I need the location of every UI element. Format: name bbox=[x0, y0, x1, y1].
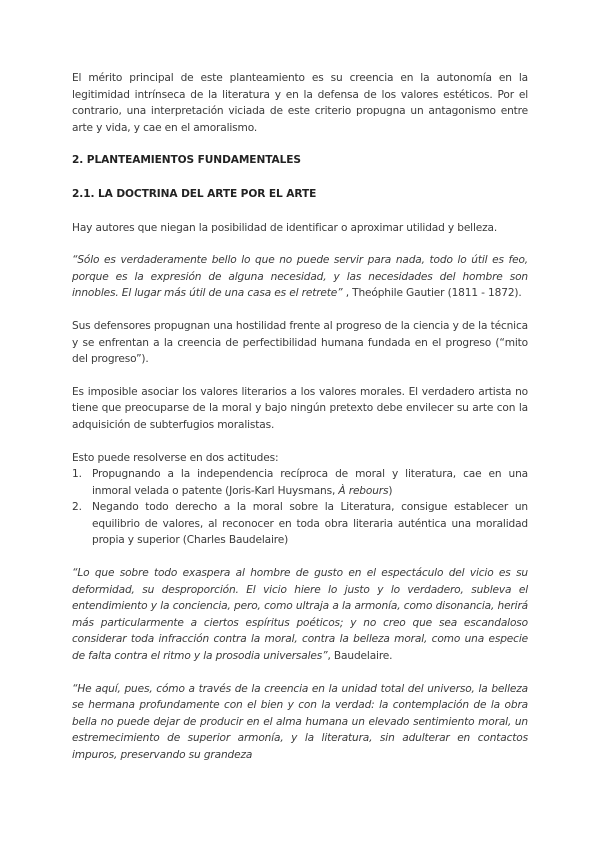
list-item-text: Negando todo derecho a la moral sobre la Literatura, consigue establecer un equilibrio de valores, al reconocer en toda obra literaria auténtica una moralidad propia y superior (Charles Baudelaire) bbox=[92, 501, 528, 547]
quote-gautier-text: “Sólo es verdaderamente bello lo que no puede servir para nada, todo lo útil es feo, porque es la expresión de alguna necesidad, y las necesidades del hombre son innobles. El lugar más útil de una casa es el retrete” bbox=[72, 254, 528, 300]
list-item bbox=[72, 499, 528, 549]
quote-baudelaire-author: , Baudelaire. bbox=[327, 650, 393, 663]
document-page bbox=[72, 70, 528, 780]
list-item-number: 2. bbox=[72, 501, 82, 514]
paragraph-progress: Sus defensores propugnan una hostilidad frente al progreso de la ciencia y de la técnica y se enfrentan a la creencia de perfectibilidad humana fundada en el progreso (“mito del progreso”). bbox=[72, 319, 528, 366]
section-heading: 2. PLANTEAMIENTOS FUNDAMENTALES bbox=[72, 154, 301, 167]
quote-unity: “He aquí, pues, cómo a través de la creencia en la unidad total del universo, la belleza se hermana profundamente con el bien y con la verdad: la contemplación de la obra bella no puede dejar de producir en el alma humana un elevado sentimiento moral, un estremecimiento de superior armonía, y la literatura, sin adulterar en contactos impuros, preservando su grandeza bbox=[72, 682, 528, 761]
list-item-text: Propugnando a la independencia recíproca de moral y literatura, cae en una inmoral velada o patente (Joris-Karl Huysmans, bbox=[92, 468, 528, 497]
list-item-italic: À rebours bbox=[338, 484, 389, 497]
paragraph-morality: Es imposible asociar los valores literarios a los valores morales. El verdadero artista no tiene que preocuparse de la moral y bajo ningún pretexto debe envilecer su arte con la adquisición de subterfugios moralistas. bbox=[72, 385, 528, 431]
list-item-number: 1. bbox=[72, 468, 82, 481]
quote-gautier-author: , Theóphile Gautier (1811 - 1872). bbox=[342, 287, 522, 300]
paragraph-utility-beauty: Hay autores que niegan la posibilidad de identificar o aproximar utilidad y belleza. bbox=[72, 221, 498, 234]
paragraph-two-attitudes: Esto puede resolverse en dos actitudes: bbox=[72, 451, 279, 464]
list-item-after: ) bbox=[388, 484, 393, 497]
quote-gautier bbox=[72, 252, 528, 302]
attitudes-list bbox=[72, 466, 528, 549]
quote-baudelaire-text: “Lo que sobre todo exaspera al hombre de gusto en el espectáculo del vicio es su deformidad, su desproporción. El vicio hiere lo justo y lo verdadero, subleva el entendimiento y la conciencia, pero, como ultraja a la armonía, como disonancia, herirá más particularmente a ciertos espíritus poéticos; y no creo que sea escandaloso considerar toda infracción contra la moral, contra la belleza moral, como una especie de falta contra el ritmo y la prosodia universales” bbox=[72, 567, 528, 663]
quote-baudelaire bbox=[72, 565, 528, 665]
list-item bbox=[72, 466, 528, 499]
paragraph-autonomy: El mérito principal de este planteamiento es su creencia en la autonomía en la legitimidad intrínseca de la literatura y en la defensa de los valores estéticos. Por el contrario, una interpretación viciada de este criterio propugna un antagonismo entre arte y vida, y cae en el amoralismo. bbox=[72, 72, 528, 134]
subsection-heading: 2.1. LA DOCTRINA DEL ARTE POR EL ARTE bbox=[72, 187, 317, 200]
